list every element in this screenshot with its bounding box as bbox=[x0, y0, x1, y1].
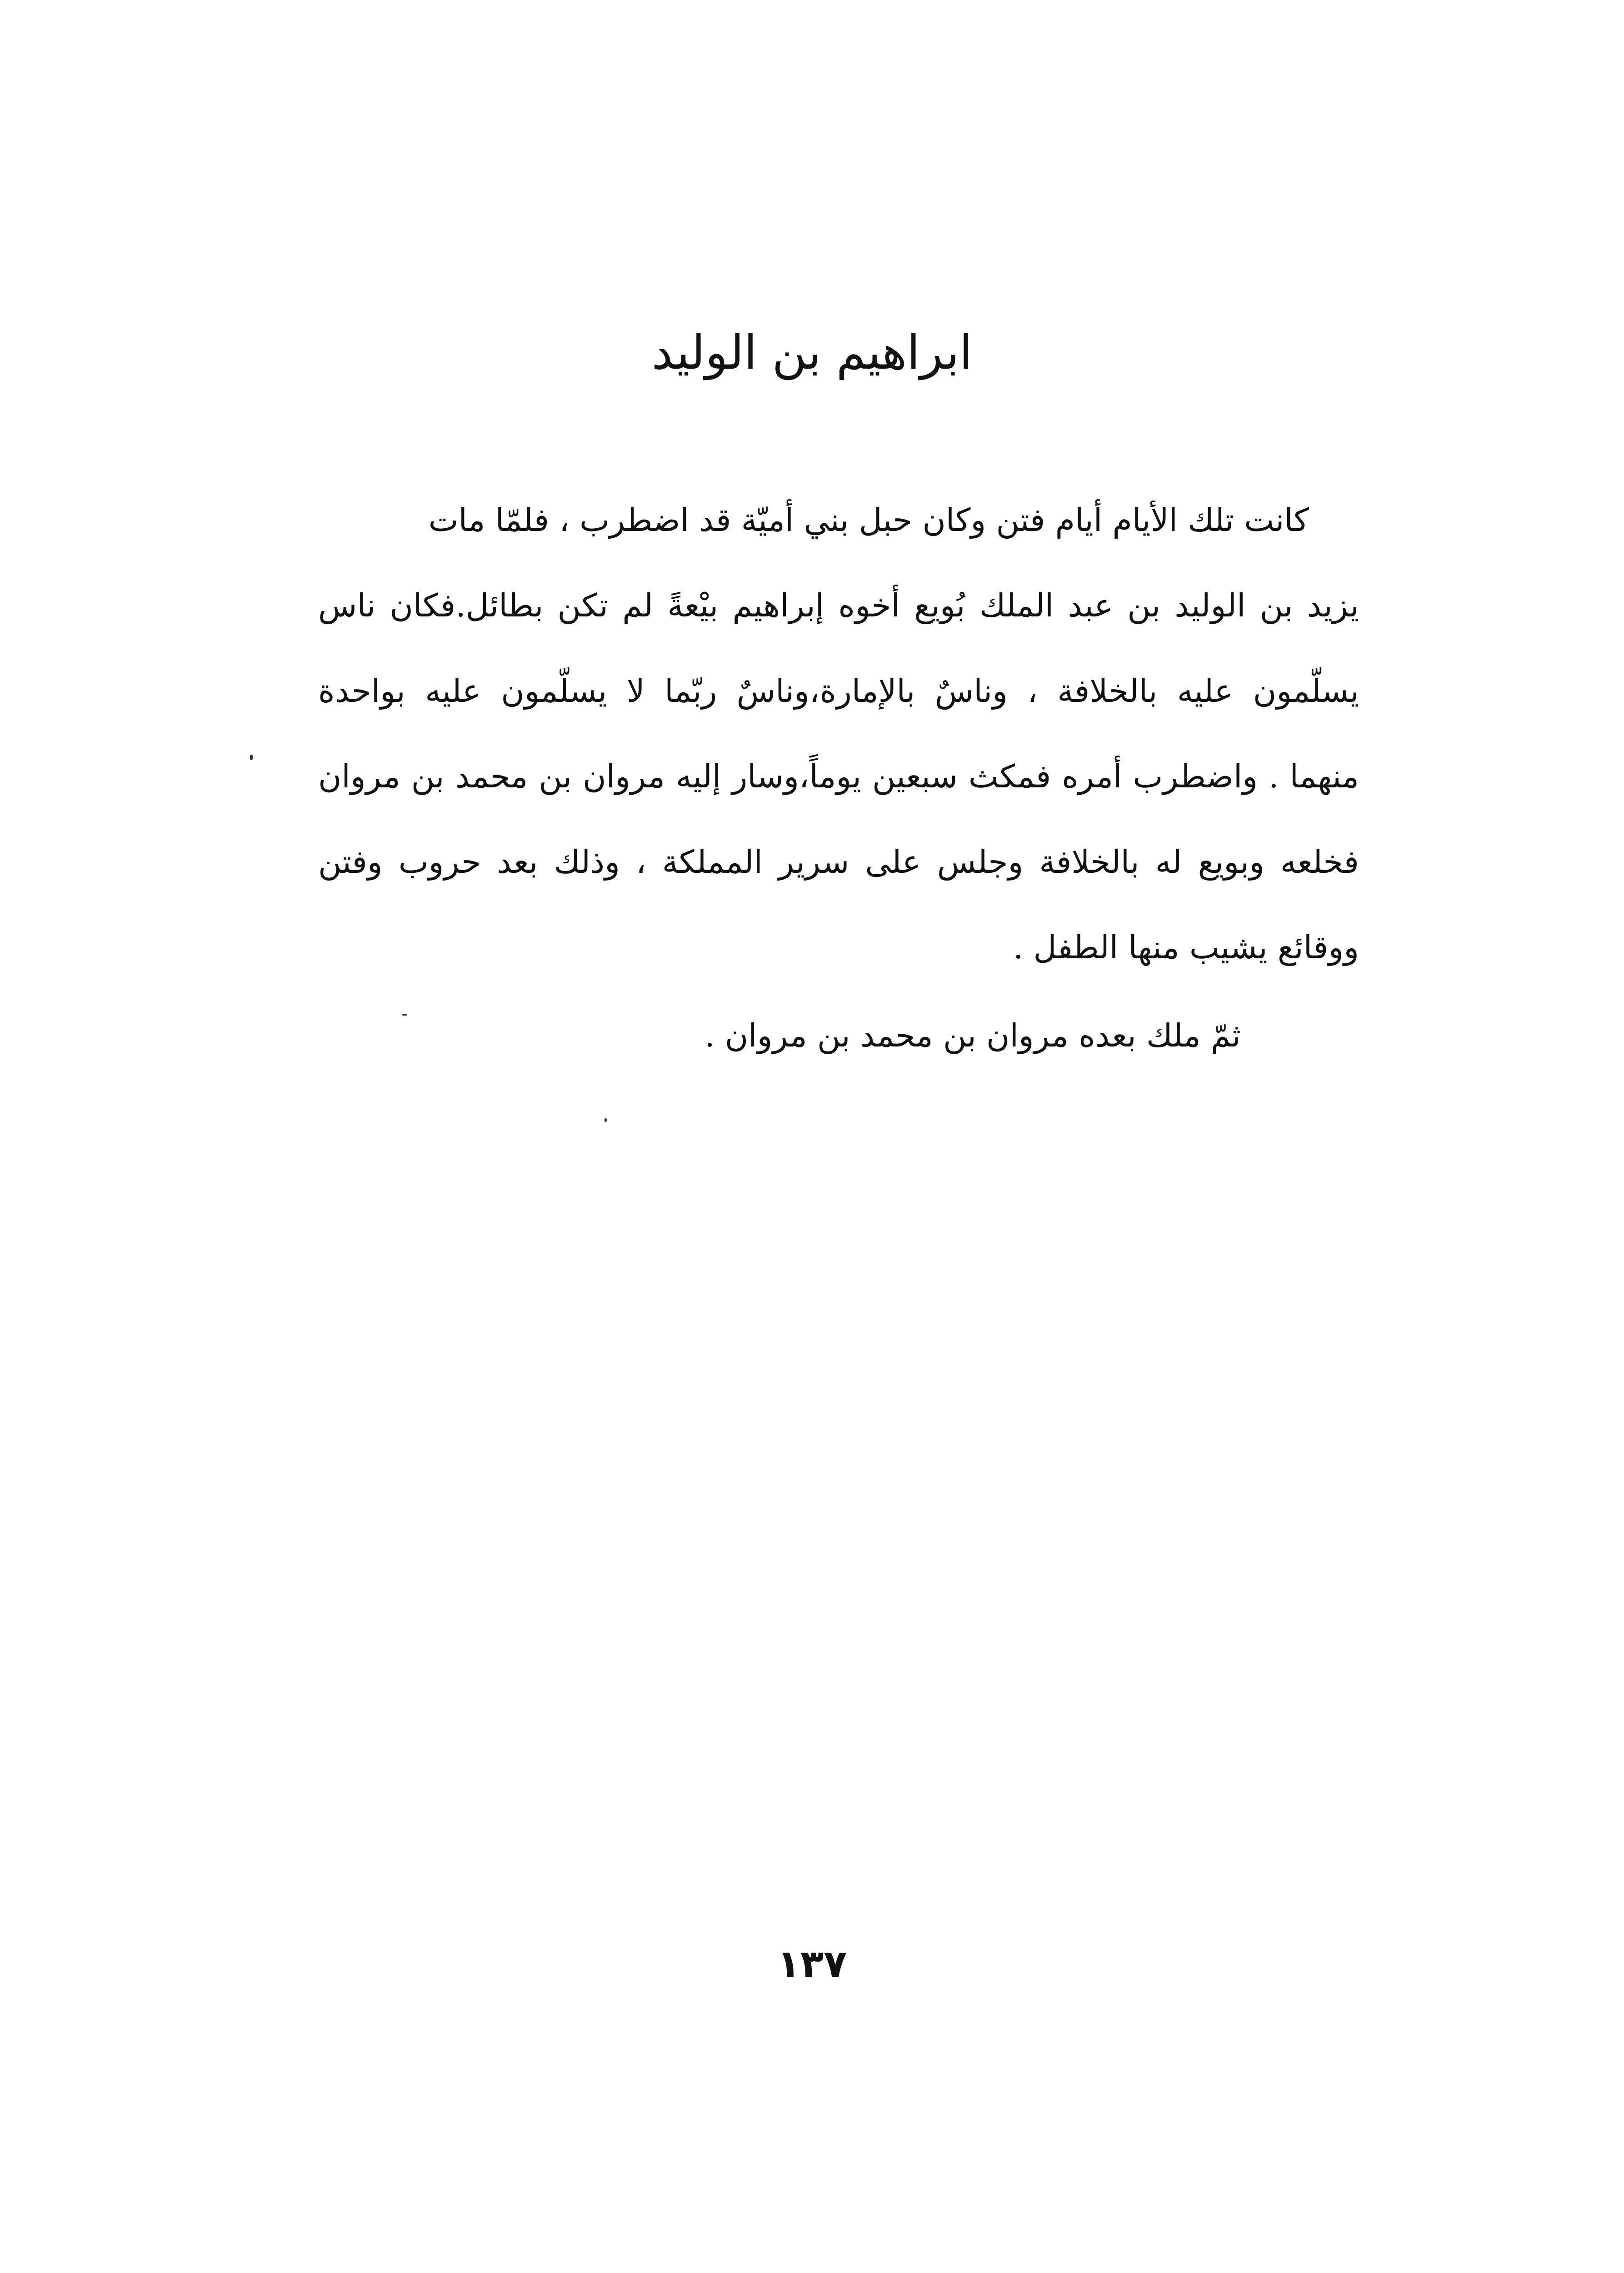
paragraph-2: ثمّ ملك بعده مروان بن محمد بن مروان . bbox=[705, 1017, 1241, 1054]
paragraph-1-line-3: يسلّمون عليه بالخلافة ، وناسٌ بالإمارة،وناسٌ ربّما لا يسلّمون عليه بواحدة bbox=[318, 672, 1359, 710]
scan-speck bbox=[402, 1014, 407, 1016]
chapter-title: ابراهيم بن الوليد bbox=[651, 325, 973, 380]
scan-speck bbox=[250, 755, 253, 760]
paragraph-1-line-4: منهما . واضطرب أمره فمكث سبعين يوماً،وسار إليه مروان بن محمد بن مروان bbox=[318, 758, 1359, 795]
paragraph-1-line-6: ووقائع يشيب منها الطفل . bbox=[1013, 929, 1359, 966]
paragraph-1-line-2: يزيد بن الوليد بن عبد الملك بُويع أخوه إبراهيم بيْعةً لم تكن بطائل.فكان ناس bbox=[318, 587, 1359, 624]
body-text bbox=[318, 477, 1359, 1078]
page-number: ١٣٧ bbox=[777, 1942, 847, 1986]
scan-speck bbox=[605, 1118, 607, 1122]
paragraph-1-line-1: كانت تلك الأيام أيام فتن وكان حبل بني أميّة قد اضطرب ، فلمّا مات bbox=[428, 501, 1309, 539]
paragraph-1-line-5: فخلعه وبويع له بالخلافة وجلس على سرير المملكة ، وذلك بعد حروب وفتن bbox=[318, 843, 1359, 881]
